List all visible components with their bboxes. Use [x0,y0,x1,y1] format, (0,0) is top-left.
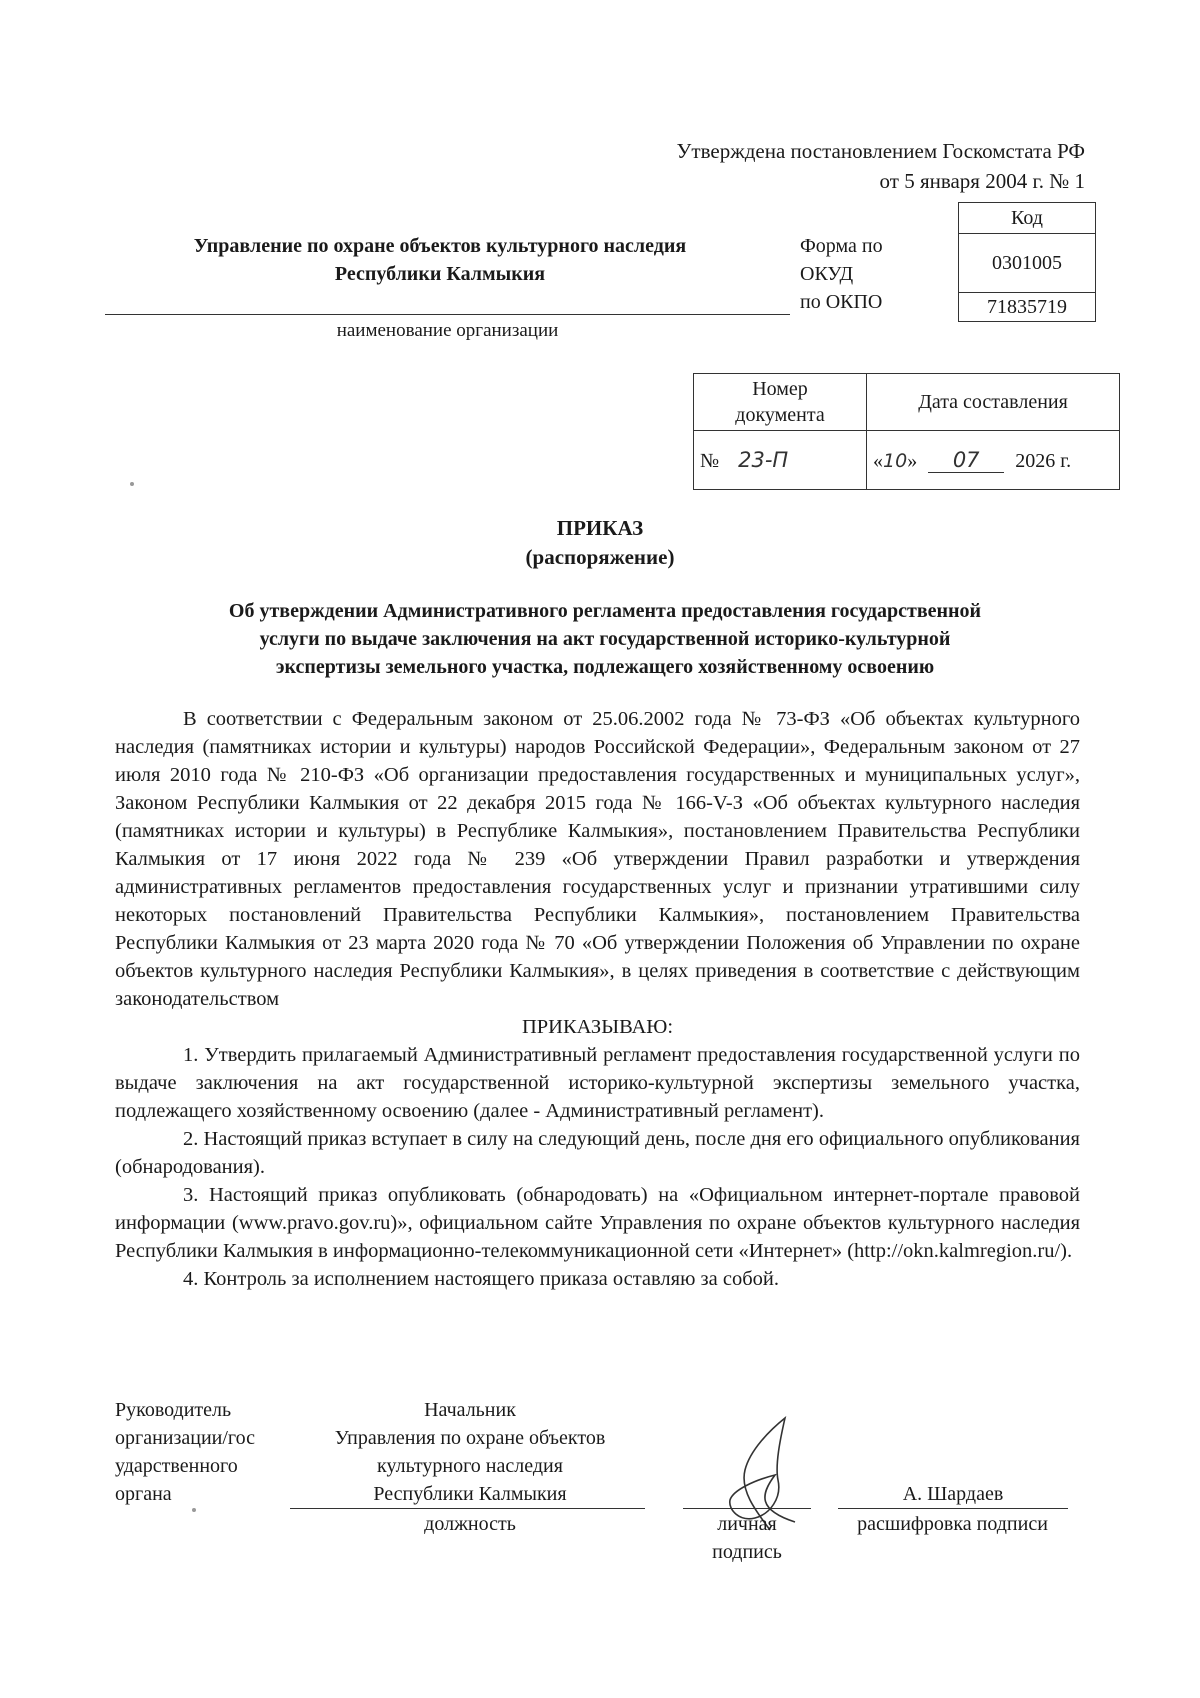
head-label: Руководитель организации/гос ударственного органа [115,1399,256,1505]
preamble-paragraph: В соответствии с Федеральным законом от 25.06.2002 года № 73-ФЗ «Об объектах культурного наследия (памятниках истории и культуры) народов Российской Федерации», Федеральным законом от 27 июля 2010 года № 210-ФЗ «Об организации предоставления государственных и муниципальных услуг», Законом Республики Калмыкия от 22 декабря 2015 года № 166-V-З «Об объектах культурного наследия (памятниках истории и культуры) в Республике Калмыкия», постановлением Правительства Республики Калмыкия от 17 июня 2022 года № 239 «Об утверждении Правил разработки и утверждения административных регламентов предоставления государственных услуг и признании утратившими силу некоторых постановлений Правительства Республики Калмыкия», постановлением Правительства Республики Калмыкия от 23 марта 2020 года № 70 «Об утверждении Положения об Управлении по охране объектов культурного наследия Республики Калмыкия», в целях приведения в соответствие с действующим законодательством [115,708,1080,1010]
approval-line-1: Утверждена постановлением Госкомстата РФ [676,139,1085,163]
order-item-2: 2. Настоящий приказ вступает в силу на следующий день, после дня его официального опубликования (обнародования). [115,1128,1080,1178]
position-line-3: культурного наследия [377,1455,563,1477]
document-subtitle: (распоряжение) [525,545,675,569]
organization-name-line-2: Республики Калмыкия [334,263,546,285]
form-labels [800,232,883,316]
document-title: ПРИКАЗ [556,516,644,540]
organization-name-line-1: Управление по охране объектов культурного наследия [193,235,687,257]
subject-line-3: экспертизы земельного участка, подлежащего хозяйственному освоению [275,656,935,678]
okud-code: 0301005 [959,234,1096,293]
order-item-1: 1. Утвердить прилагаемый Административный регламент предоставления государственной услуги по выдаче заключения на акт государственной историко-культурной экспертизы земельного участка, подлежащего хозяйственному освоению (далее - Административный регламент). [115,1044,1080,1122]
document-subject [140,597,1070,681]
position-line-2: Управления по охране объектов [334,1427,606,1449]
position-caption: должность [424,1513,516,1535]
position-line-1: Начальник [424,1399,516,1421]
scan-speck [130,482,134,486]
name-caption: расшифровка подписи [857,1513,1048,1535]
position-underline [290,1508,645,1509]
position-line-4: Республики Калмыкия [373,1483,567,1505]
okpo-code: 71835719 [959,293,1096,322]
order-item-4: 4. Контроль за исполнением настоящего приказа оставляю за собой. [183,1268,779,1290]
organization-underline [105,314,790,315]
organization-name [120,232,760,288]
codes-header: Код [959,203,1096,234]
order-word: ПРИКАЗЫВАЮ: [521,1016,674,1038]
position-block [290,1396,650,1508]
number-prefix: № [700,449,720,472]
signature-underline [683,1508,811,1509]
number-header: Номер документа [694,374,867,431]
name-underline [838,1508,1068,1509]
date-day: 10 [883,449,908,472]
order-item-3: 3. Настоящий приказ опубликовать (обнародовать) на «Официальном интернет-портале правовой информации (www.pravo.gov.ru)», официальном сайте Управления по охране объектов культурного наследия Республики Калмыкия в информационно-телекоммуникационной сети «Интернет» (http://okn.kalmregion.ru/). [115,1184,1080,1262]
date-header: Дата составления [867,374,1120,431]
subject-line-1: Об утверждении Административного регламента предоставления государственной [228,600,982,622]
number-cell [694,431,867,490]
subject-line-2: услуги по выдаче заключения на акт государственной историко-культурной [259,628,951,650]
signer-name: А. Шардаев [902,1483,1004,1505]
date-month: 07 [928,448,1004,473]
codes-table [958,202,1096,322]
document-body [115,705,1080,1293]
form-label-line-2: ОКУД [800,263,854,285]
signature-caption: личная подпись [712,1513,782,1563]
scan-speck [192,1508,196,1512]
approval-note [677,136,1085,196]
okpo-label: по ОКПО [800,291,883,313]
date-cell: «10» 07 2026 г. [867,431,1120,490]
approval-line-2: от 5 января 2004 г. № 1 [879,169,1085,193]
document-info-table [693,373,1120,490]
date-year: 2026 г. [1015,449,1072,472]
document-number: 23-П [738,447,789,472]
organization-caption: наименование организации [336,320,559,341]
form-label-line-1: Форма по [800,235,883,257]
